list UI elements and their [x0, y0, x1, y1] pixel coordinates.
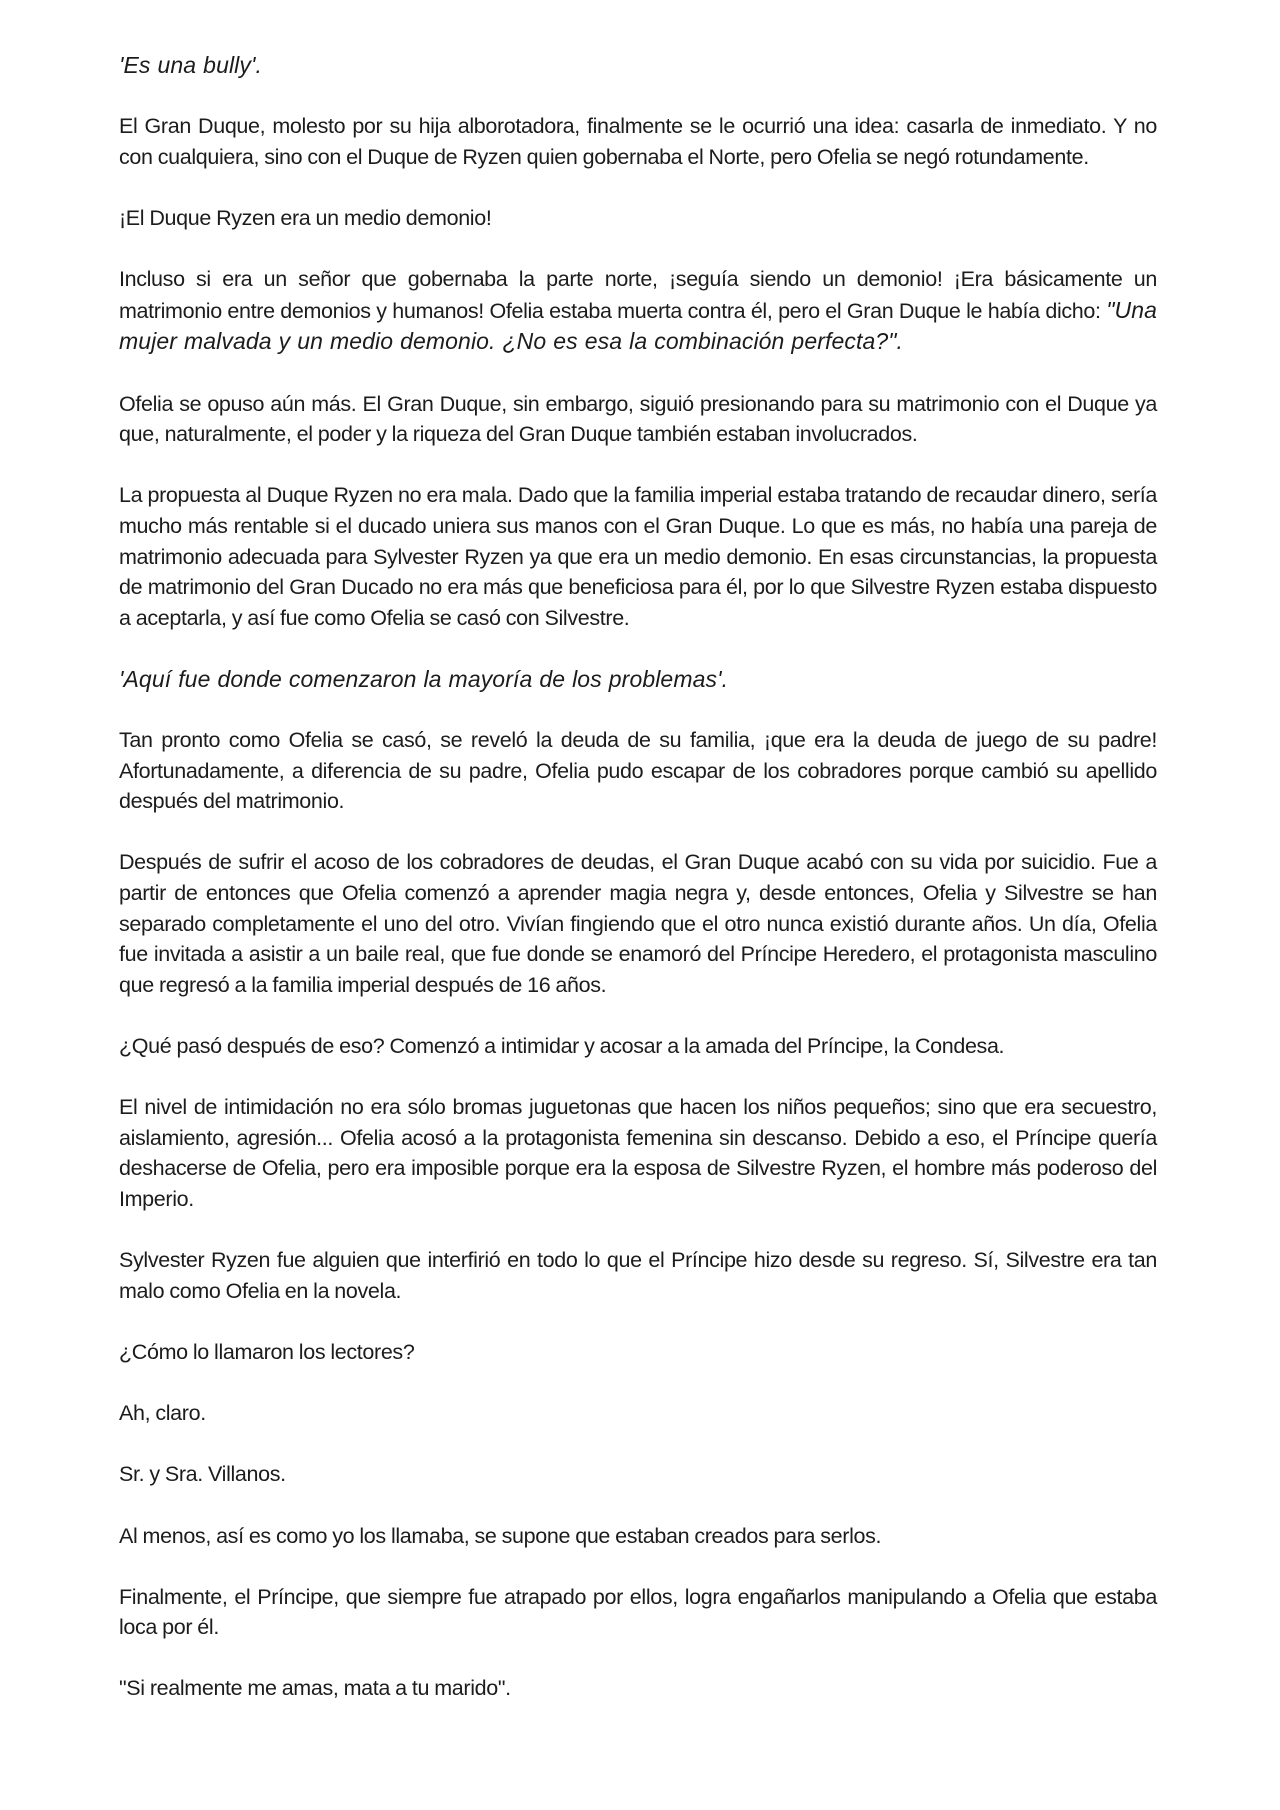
paragraph-thought-bully: 'Es una bully'.	[119, 52, 262, 78]
paragraph: Sr. y Sra. Villanos.	[119, 1462, 286, 1487]
paragraph: La propuesta al Duque Ryzen no era mala. Dado que la familia imperial estaba tratando de recaudar dinero, sería mucho más rentable si el ducado uniera sus manos con el Gran Duque. Lo que es más, no había una pareja de matrimonio adecuada para Sylvester Ryzen ya que era un medio demonio. En esas circunstancias, la propuesta de matrimonio del Gran Ducado no era más que beneficiosa para él, por lo que Silvestre Ryzen estaba dispuesto a aceptarla, y así fue como Ofelia se casó con Silvestre.	[119, 483, 1157, 630]
italic-quote: "Una mujer malvada y un medio demonio. ¿No es esa la combinación perfecta?".	[119, 296, 1157, 355]
paragraph: ¿Qué pasó después de eso? Comenzó a intimidar y acosar a la amada del Príncipe, la Condesa.	[119, 1034, 1005, 1058]
paragraph: Sylvester Ryzen fue alguien que interfirió en todo lo que el Príncipe hizo desde su regreso. Sí, Silvestre era tan malo como Ofelia en la novela.	[119, 1248, 1157, 1303]
paragraph: Después de sufrir el acoso de los cobradores de deudas, el Gran Duque acabó con su vida por suicidio. Fue a partir de entonces que Ofelia comenzó a aprender magia negra y, desde entonces, Ofelia y Silvestre se han separado completamente el uno del otro. Vivían fingiendo que el otro nunca existió durante años. Un día, Ofelia fue invitada a asistir a un baile real, que fue donde se enamoró del Príncipe Heredero, el protagonista masculino que regresó a la familia imperial después de 16 años.	[119, 850, 1157, 997]
paragraph: Ofelia se opuso aún más. El Gran Duque, sin embargo, siguió presionando para su matrimonio con el Duque ya que, naturalmente, el poder y la riqueza del Gran Duque también estaban involucrados.	[119, 391, 1157, 447]
paragraph: Al menos, así es como yo los llamaba, se supone que estaban creados para serlos.	[119, 1523, 882, 1548]
paragraph: Tan pronto como Ofelia se casó, se reveló la deuda de su familia, ¡que era la deuda de juego de su padre! Afortunadamente, a diferencia de su padre, Ofelia pudo escapar de los cobradores porque cambió su apellido después del matrimonio.	[119, 728, 1157, 814]
paragraph-dialogue: "Si realmente me amas, mata a tu marido".	[119, 1676, 511, 1701]
paragraph: Ah, claro.	[119, 1401, 206, 1426]
paragraph-text: Incluso si era un señor que gobernaba la parte norte, ¡seguía siendo un demonio! ¡Era básicamente un matrimonio entre demonios y humanos! Ofelia estaba muerta contra él, pero el Gran Duque le había dicho:	[119, 267, 1157, 323]
paragraph: ¡El Duque Ryzen era un medio demonio!	[119, 205, 492, 230]
paragraph: El nivel de intimidación no era sólo bromas juguetonas que hacen los niños pequeños; sino que era secuestro, aislamiento, agresión... Ofelia acosó a la protagonista femenina sin descanso. Debido a eso, el Príncipe quería deshacerse de Ofelia, pero era imposible porque era la esposa de Silvestre Ryzen, el hombre más poderoso del Imperio.	[119, 1095, 1157, 1211]
paragraph: Finalmente, el Príncipe, que siempre fue atrapado por ellos, logra engañarlos manipulando a Ofelia que estaba loca por él.	[119, 1584, 1157, 1640]
paragraph-with-quote	[119, 264, 1157, 358]
paragraph-thought-problems: 'Aquí fue donde comenzaron la mayoría de los problemas'.	[119, 665, 729, 692]
paragraph: El Gran Duque, molesto por su hija alborotadora, finalmente se le ocurrió una idea: casarla de inmediato. Y no con cualquiera, sino con el Duque de Ryzen quien gobernaba el Norte, pero Ofelia se negó rotundamente.	[119, 114, 1157, 169]
paragraph: ¿Cómo lo llamaron los lectores?	[119, 1339, 415, 1364]
